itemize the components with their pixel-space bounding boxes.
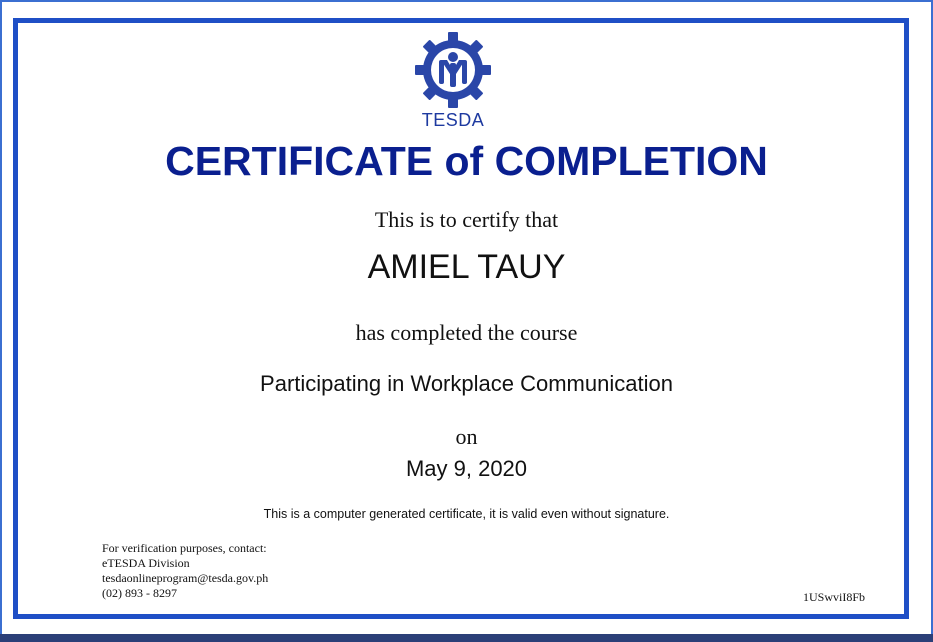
contact-email: tesdaonlineprogram@tesda.gov.ph [102, 571, 269, 585]
on-text: on [455, 424, 478, 449]
verification-contact [102, 541, 268, 601]
validity-note: This is a computer generated certificate, it is valid even without signature. [263, 507, 670, 521]
completion-date: May 9, 2020 [405, 456, 528, 481]
contact-division: eTESDA Division [102, 556, 190, 570]
logo-word: TESDA [421, 110, 485, 130]
tesda-logo [411, 30, 495, 130]
contact-line: For verification purposes, contact: [102, 541, 267, 555]
certificate-code: 1USwviI8Fb [802, 590, 865, 604]
course-name: Participating in Workplace Communication [260, 371, 673, 396]
certify-text: This is to certify that [374, 207, 559, 232]
contact-phone: (02) 893 - 8297 [102, 586, 177, 600]
gear-person-logo-icon [411, 30, 495, 114]
bottom-shadow [0, 634, 933, 642]
completed-text: has completed the course [355, 320, 578, 345]
certificate-title: CERTIFICATE of COMPLETION [165, 138, 768, 184]
recipient-name: AMIEL TAUY [367, 248, 566, 286]
